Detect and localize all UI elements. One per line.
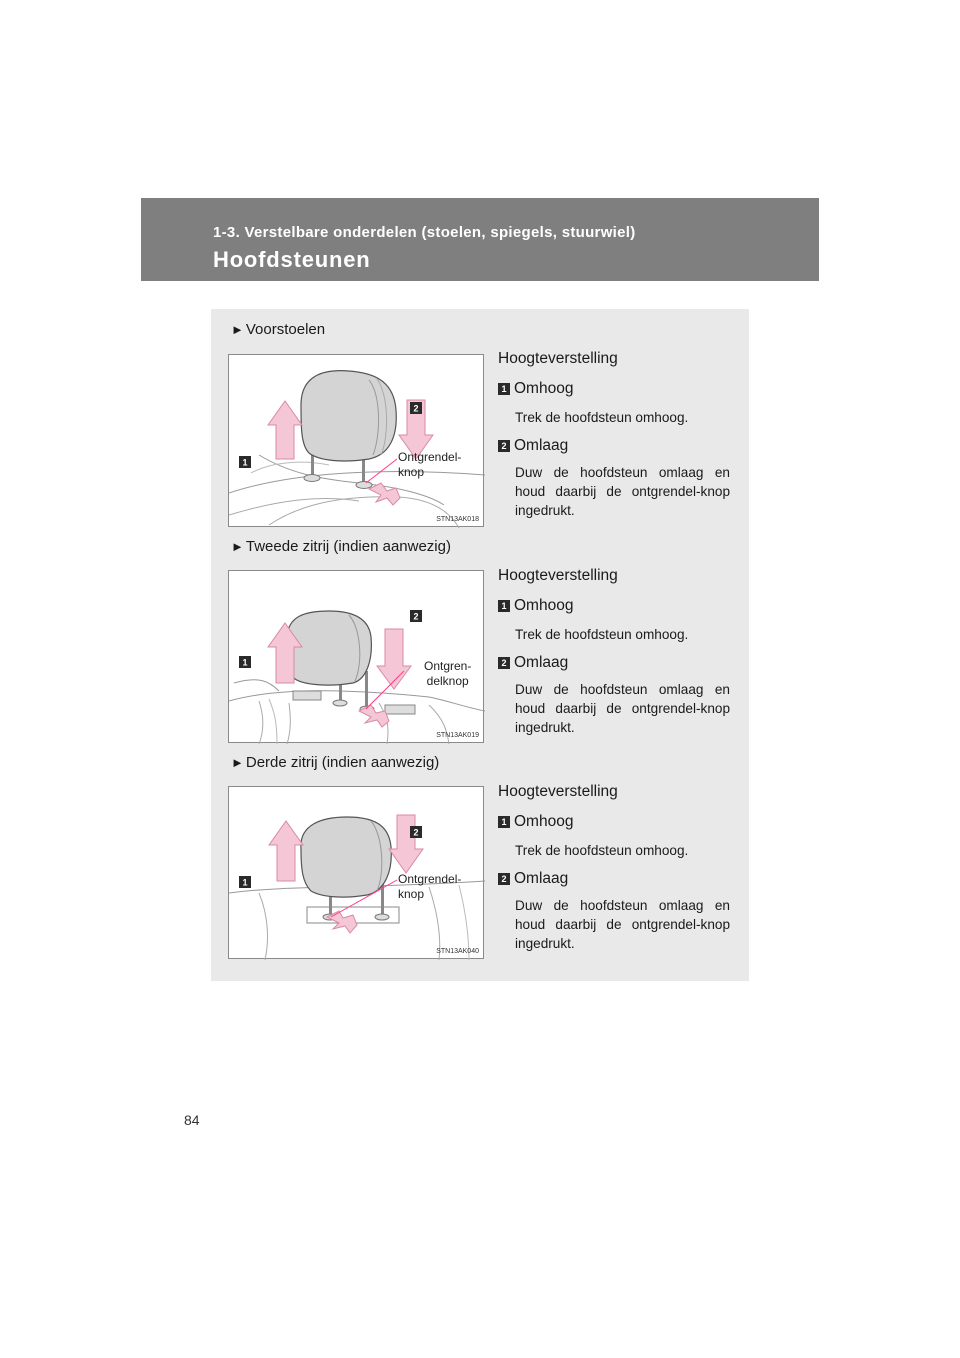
release-button-callout: Ontgrendel- knop <box>398 450 462 479</box>
step-up: 1 Omhoog <box>498 813 730 831</box>
step-up: 1 Omhoog <box>498 380 730 398</box>
step-number-badge: 2 <box>498 873 510 885</box>
figure-third-row <box>228 786 484 959</box>
step-down-text: Duw de hoofdsteun omlaag en houd daarbij de ontgrendel-knop ingedrukt. <box>515 465 730 518</box>
heading-height-adjustment: Hoogteverstelling <box>498 567 618 584</box>
svg-text:1: 1 <box>242 457 248 468</box>
triangle-bullet-icon: ► <box>231 322 244 337</box>
subheading-front-seats: ► Voorstoelen <box>231 321 326 338</box>
step-number-badge: 2 <box>498 657 510 669</box>
step-up-text: Trek de hoofdsteun omhoog. <box>515 410 689 425</box>
section-label: 1-3. Verstelbare onderdelen (stoelen, spiegels, stuurwiel) <box>213 224 636 241</box>
release-button-callout: Ontgren- delknop <box>424 659 472 688</box>
heading-height-adjustment: Hoogteverstelling <box>498 783 618 800</box>
step-up-text: Trek de hoofdsteun omhoog. <box>515 627 689 642</box>
instructions-second-row <box>498 567 730 737</box>
svg-text:2: 2 <box>413 827 419 838</box>
page-title: Hoofdsteunen <box>213 247 371 272</box>
figure-front-seats <box>228 354 484 527</box>
section-header <box>141 198 819 281</box>
triangle-bullet-icon: ► <box>231 539 244 554</box>
instructions-front-seats <box>498 350 730 520</box>
step-up: 1 Omhoog <box>498 597 730 615</box>
instructions-third-row <box>498 783 730 953</box>
release-button-callout: Ontgrendel- knop <box>398 872 462 901</box>
subheading-second-row: ► Tweede zitrij (indien aanwezig) <box>231 538 451 555</box>
svg-text:2: 2 <box>413 403 419 414</box>
svg-text:2: 2 <box>413 611 419 622</box>
step-down: 2 Omlaag <box>498 654 730 672</box>
step-number-badge: 1 <box>498 383 510 395</box>
figure-code: STN13AK019 <box>436 732 479 739</box>
step-down-text: Duw de hoofdsteun omlaag en houd daarbij de ontgrendel-knop ingedrukt. <box>515 898 730 951</box>
triangle-bullet-icon: ► <box>231 755 244 770</box>
page-number: 84 <box>184 1112 200 1128</box>
headrest-illustration-second-row <box>229 571 485 744</box>
headrest-illustration-front <box>229 355 485 528</box>
step-number-badge: 1 <box>498 816 510 828</box>
subheading-third-row: ► Derde zitrij (indien aanwezig) <box>231 754 440 771</box>
step-number-badge: 1 <box>498 600 510 612</box>
step-down-text: Duw de hoofdsteun omlaag en houd daarbij de ontgrendel-knop ingedrukt. <box>515 682 730 735</box>
step-down: 2 Omlaag <box>498 870 730 888</box>
svg-text:1: 1 <box>242 657 248 668</box>
figure-code: STN13AK018 <box>436 516 479 523</box>
heading-height-adjustment: Hoogteverstelling <box>498 350 618 367</box>
step-number-badge: 2 <box>498 440 510 452</box>
content-panel <box>211 309 749 981</box>
svg-text:1: 1 <box>242 877 248 888</box>
step-up-text: Trek de hoofdsteun omhoog. <box>515 843 689 858</box>
step-down: 2 Omlaag <box>498 437 730 455</box>
figure-code: STN13AK040 <box>436 948 479 955</box>
figure-second-row <box>228 570 484 743</box>
